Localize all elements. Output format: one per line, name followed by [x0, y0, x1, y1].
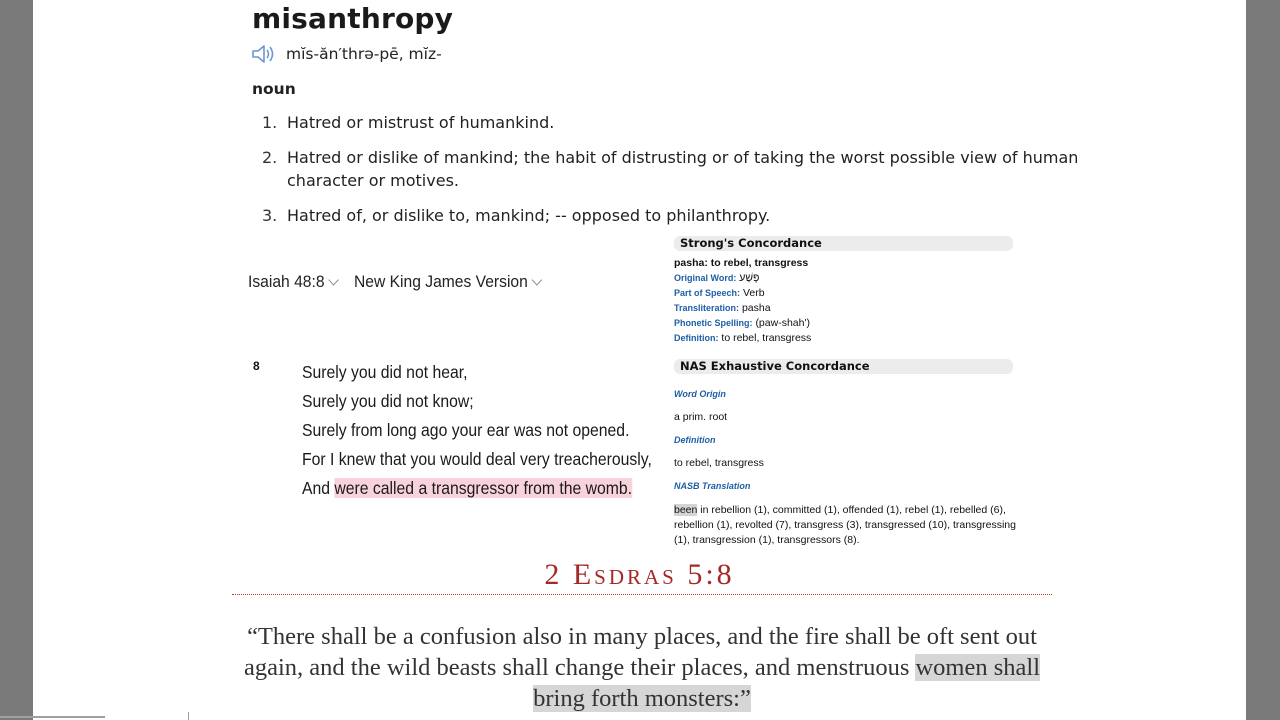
strongs-row-value: Verb — [742, 287, 765, 299]
definition-item — [262, 204, 1082, 227]
strongs-rows — [674, 271, 811, 346]
dictionary-word: misanthropy — [252, 2, 454, 35]
definition-item — [262, 146, 1082, 192]
strongs-heading: Strong's Concordance — [674, 236, 1013, 251]
verse-line: For I knew that you would deal very treacherously, — [302, 449, 652, 469]
passage-label: Isaiah 48:8 — [248, 272, 325, 291]
strongs-row — [674, 271, 811, 286]
strongs-row-value: pasha — [741, 302, 771, 314]
strongs-row-label: Transliteration: — [674, 303, 740, 313]
divider — [188, 712, 189, 720]
divider — [232, 594, 1052, 595]
verse-line: Surely you did not know; — [302, 391, 474, 411]
nasb-translation-label: NASB Translation — [674, 481, 751, 491]
pronunciation-text: mĭs-ăn′thrə-pē, mĭz- — [286, 45, 442, 63]
speaker-icon[interactable] — [251, 43, 277, 65]
nas-definition-value: to rebel, transgress — [674, 457, 764, 469]
definition-text: Hatred of, or dislike to, mankind; -- opposed to philanthropy. — [287, 206, 771, 225]
part-of-speech: noun — [252, 80, 296, 98]
definition-number: 1. — [262, 113, 278, 132]
nas-definition-label: Definition — [674, 435, 716, 445]
chevron-down-icon — [532, 274, 542, 285]
verse-line — [302, 474, 652, 503]
verse-line: Surely you did not hear, — [302, 362, 468, 382]
definition-list — [262, 111, 1082, 239]
passage-dropdown[interactable] — [248, 272, 337, 292]
esdras-title: 2 Esdras 5:8 — [544, 558, 735, 591]
version-label: New King James Version — [353, 272, 528, 291]
strongs-row-label: Part of Speech: — [674, 288, 741, 298]
strongs-body — [674, 256, 811, 346]
chevron-down-icon — [329, 274, 339, 285]
verse-text — [302, 358, 691, 503]
strongs-row — [674, 286, 811, 301]
strongs-row-value: to rebel, transgress — [721, 332, 812, 344]
word-origin-label: Word Origin — [674, 389, 726, 399]
definition-item — [262, 111, 1082, 134]
verse-line: Surely from long ago your ear was not opened. — [302, 420, 630, 440]
highlighted-quote: women shall bring forth monsters:” — [533, 654, 1041, 712]
definition-number: 2. — [262, 148, 278, 167]
strongs-row-label: Definition: — [674, 333, 719, 343]
scrollbar-track[interactable] — [0, 716, 105, 718]
nas-heading: NAS Exhaustive Concordance — [674, 359, 1013, 374]
strongs-row-value: פָּשַׁע — [739, 272, 760, 284]
definition-number: 3. — [262, 206, 278, 225]
highlighted-word: been — [674, 504, 698, 516]
nasb-translation-text — [674, 503, 1019, 545]
translation-rest: in rebellion (1), committed (1), offended (1), rebel (1), rebelled (6), rebellion (1), revolted (7), transgress (3), transgressed (10), transgressing (1), transgression (1), transgressors (8). — [674, 504, 1016, 545]
strongs-row — [674, 331, 811, 346]
strongs-row — [674, 301, 811, 316]
esdras-quote — [232, 621, 1052, 714]
word-origin-value: a prim. root — [674, 411, 728, 423]
strongs-row — [674, 316, 811, 331]
quote-text: “There shall be a confusion also in many places, and the fire shall be oft sent out again, and the wild beasts shall change their places, and menstruous — [243, 623, 1037, 681]
verse-line-prefix: And — [302, 478, 335, 498]
highlighted-phrase: were called a transgressor from the womb. — [334, 478, 633, 498]
document-page — [33, 0, 1246, 720]
strongs-row-label: Phonetic Spelling: — [674, 318, 753, 328]
definition-text: Hatred or dislike of mankind; the habit of distrusting or of taking the worst possible view of human character or motives. — [287, 148, 1079, 190]
pronunciation-row — [251, 43, 442, 65]
strongs-row-label: Original Word: — [674, 273, 737, 283]
strongs-title: pasha: to rebel, transgress — [674, 257, 809, 269]
verse-number: 8 — [253, 359, 260, 373]
bible-nav — [248, 272, 557, 292]
version-dropdown[interactable] — [354, 272, 541, 292]
definition-text: Hatred or mistrust of humankind. — [287, 113, 555, 132]
strongs-row-value: (paw-shah') — [755, 317, 810, 329]
